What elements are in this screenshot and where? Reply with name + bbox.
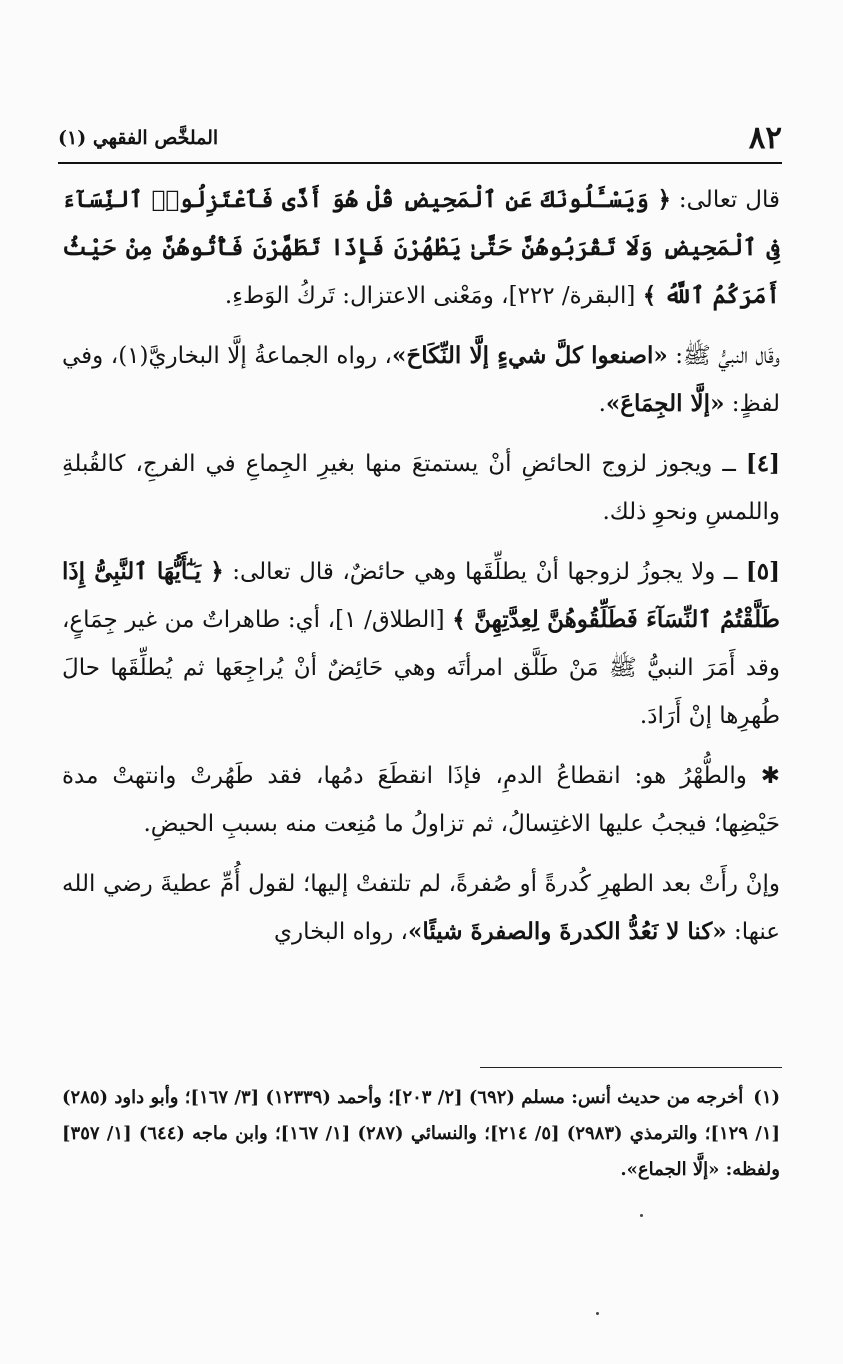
item-number: [٤] bbox=[745, 450, 780, 477]
footnotes bbox=[62, 1080, 780, 1188]
running-title: الملخَّص الفقهي (١) bbox=[58, 127, 219, 149]
page-header bbox=[58, 120, 782, 164]
paragraph-text: ــ ويجوز لزوج الحائضِ أنْ يستمتعَ منها بغيرِ الجِماعِ في الفرجِ، كالقُبلةِ واللمسِ ونحوِ ذلك. bbox=[62, 451, 780, 525]
paragraph-purity bbox=[62, 752, 780, 848]
paragraph-intro: قال تعالى: bbox=[670, 187, 780, 213]
hadith-quote: «كنا لا نَعُدُّ الكدرةَ والصفرةَ شيئًا» bbox=[407, 918, 727, 945]
footnote-divider bbox=[480, 1067, 782, 1068]
quran-verse: ﴿ يَـٰٓأَيُّهَا ٱلنَّبِىُّ إِذَا طَلَّقْتُمُ ٱلنِّسَآءَ فَطَلِّقُوهُنَّ لِعِدَّتِهِنَّ ﴾ bbox=[62, 558, 780, 633]
page-number: ٨٢ bbox=[748, 120, 782, 156]
paragraph-quran-verse bbox=[62, 176, 780, 320]
paragraph-text-rest: [الطلاق/ ١]، أي: طاهراتٌ من غير جِمَاعٍ، وقد أَمَرَ النبيُّ ﷺ مَنْ طَلَّق امرأتَه وهي حَائِضٌ أنْ يُراجِعَها ثم يُطلِّقَها حالَ طُهرِها إنْ أَرَادَ. bbox=[62, 607, 780, 729]
paragraph-text: ، رواه الجماعةُ إلَّا البخاريَّ(١)، وفي لفظٍ: bbox=[62, 343, 780, 417]
paragraph-text: وإنْ رأَتْ بعد الطهرِ كُدرةً أو صُفرةً، لم تلتفتْ إليها؛ لقول أُمِّ عطيةَ رضي الله عنها: bbox=[62, 871, 780, 945]
footnote-text: أخرجه من حديث أنس: مسلم (٦٩٢) [٢/ ٢٠٣]؛ وأحمد (١٢٣٣٩) [٣/ ١٦٧]؛ وأبو داود (٢٨٥) [١/ ١٢٩]؛ والترمذي (٢٩٨٣) [٥/ ٢١٤]؛ والنسائي (٢٨٧) [١/ ١٦٧]؛ وابن ماجه (٦٤٤) [١/ ٣٥٧] ولفظه: «إلَّا الجماع». bbox=[62, 1087, 781, 1180]
quran-verse: ﴿ وَيَسْـَٔلُونَكَ عَنِ ٱلْمَحِيضِ قُلْ هُوَ أَذًى فَٱعْتَزِلُوا۟ ٱلنِّسَآءَ فِى ٱلْمَحِيضِ وَلَا تَقْرَبُوهُنَّ حَتَّىٰ يَطْهُرْنَ فَإِذَا تَطَهَّرْنَ فَأْتُوهُنَّ مِنْ حَيْثُ أَمَرَكُمُ ٱللَّهُ ﴾ bbox=[62, 186, 780, 309]
paragraph-text: ــ ولا يجوزُ لزوجها أنْ يطلِّقَها وهي حائضٌ، قال تعالى: bbox=[223, 559, 746, 585]
paragraph-text-rest: ، رواه البخاري bbox=[273, 919, 408, 945]
paragraph-end: . bbox=[598, 391, 606, 417]
paragraph-intro: وقَال النبيُّ ﷺ: bbox=[667, 343, 780, 369]
hadith-quote-alt: «إلَّا الجِمَاعَ» bbox=[605, 390, 725, 417]
paragraph-text: [البقرة/ ٢٢٢]، ومَعْنى الاعتزال: تَركُ الوَطءِ. bbox=[224, 283, 643, 309]
paragraph-hadith bbox=[62, 332, 780, 428]
paragraph-discharge bbox=[62, 860, 780, 956]
paper-speck bbox=[640, 1214, 643, 1217]
paragraph-text: ✱ والطُّهْرُ هو: انقطاعُ الدمِ، فإذَا انقطَعَ دمُها، فقد طَهُرتْ وانتهتْ مدة حَيْضِها؛ فيجبُ عليها الاغتِسالُ، ثم تزاولُ ما مُنِعت منه بسببِ الحيضِ. bbox=[62, 763, 780, 837]
footnote-marker: (١) bbox=[753, 1087, 781, 1108]
item-number: [٥] bbox=[745, 558, 780, 585]
paragraph-item-4 bbox=[62, 440, 780, 536]
paragraph-item-5 bbox=[62, 548, 780, 740]
main-text bbox=[62, 176, 780, 968]
footnote bbox=[62, 1080, 780, 1188]
hadith-quote: «اصنعوا كلَّ شيءٍ إلَّا النِّكَاحَ» bbox=[391, 342, 668, 369]
paper-speck bbox=[596, 1312, 599, 1315]
